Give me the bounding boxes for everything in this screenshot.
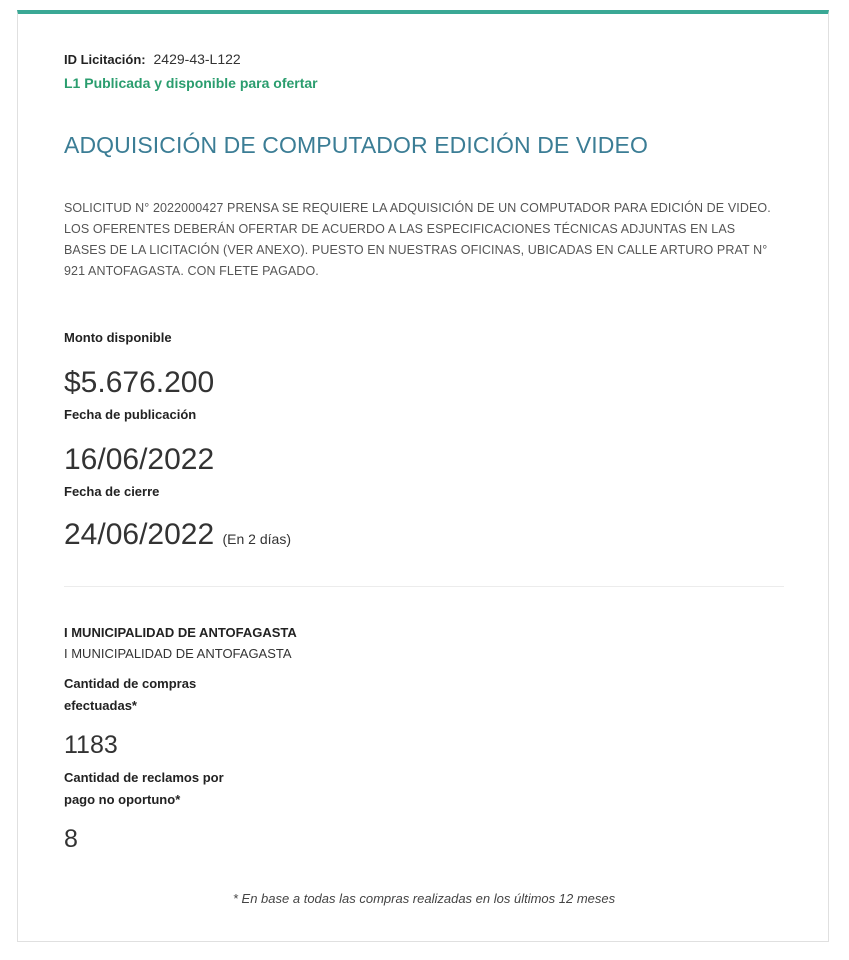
cierre-value: 24/06/2022 [64,518,215,551]
reclamos-value: 8 [64,825,78,853]
buyer-unit: I MUNICIPALIDAD DE ANTOFAGASTA [64,646,292,661]
tender-status: L1 Publicada y disponible para ofertar [64,75,318,91]
tender-card [17,10,829,942]
compras-label: Cantidad de compras efectuadas* [64,676,197,713]
cierre-remaining: (En 2 días) [222,531,291,547]
tender-description: SOLICITUD N° 2022000427 PRENSA SE REQUIERE LA ADQUISICIÓN DE UN COMPUTADOR PARA EDICIÓN DE VIDEO. LOS OFERENTES DEBERÁN OFERTAR DE ACUERDO A LAS ESPECIFICACIONES TÉCNICAS ADJUNTAS EN LAS BASES DE LA LICITACIÓN (VER ANEXO). PUESTO EN NUESTRAS OFICINAS, UBICADAS EN CALLE ARTURO PRAT N° 921 ANTOFAGASTA. CON FLETE PAGADO. [64,201,771,278]
publicacion-label: Fecha de publicación [64,407,197,422]
reclamos-label: Cantidad de reclamos por pago no oportuno* [64,770,224,807]
monto-value: $5.676.200 [64,366,215,399]
section-divider [64,586,784,587]
monto-label: Monto disponible [64,330,172,345]
cierre-label: Fecha de cierre [64,484,160,499]
tender-id-row [64,51,241,67]
tender-id-label: ID Licitación: [64,52,146,67]
footnote: * En base a todas las compras realizadas en los últimos 12 meses [232,891,616,906]
tender-title: ADQUISICIÓN DE COMPUTADOR EDICIÓN DE VIDEO [64,132,648,158]
publicacion-value: 16/06/2022 [64,443,215,476]
buyer-name: I MUNICIPALIDAD DE ANTOFAGASTA [64,625,297,640]
compras-value: 1183 [64,731,118,759]
tender-id-value: 2429-43-L122 [153,51,241,67]
cierre-row [64,518,291,552]
